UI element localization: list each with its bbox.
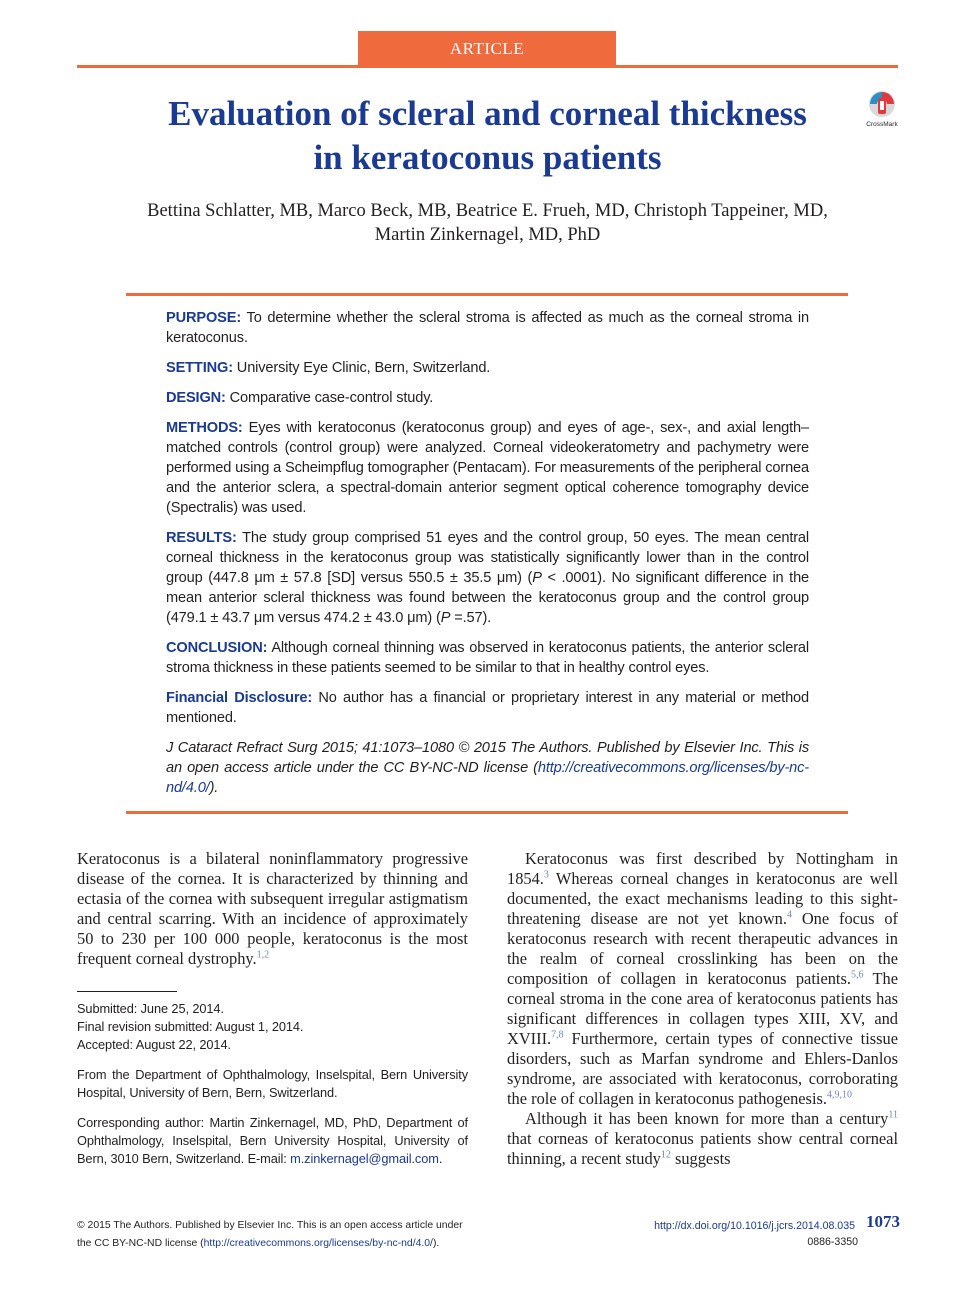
citation-text: J Cataract Refract Surg 2015; 41:1073–1080 © 2015 The Authors. Published by Elsevier Inc. This is an open access article under the CC BY-NC-ND license ( — [166, 740, 809, 776]
reference-link[interactable]: 5,6 — [850, 969, 864, 981]
corresponding-text: Corresponding author: Martin Zinkernagel, MD, PhD, Department of Ophthalmology, Inselspital, Bern University Hospital, University of Bern, 3010 Bern, Switzerland. E-mail: — [77, 1115, 468, 1166]
sentence: Keratoconus was first described by Nottingham in 1854. — [507, 849, 898, 888]
abstract-setting — [166, 358, 809, 378]
body-paragraph — [507, 1109, 898, 1169]
license-line — [77, 1235, 468, 1253]
results-text-c: =.57). — [450, 610, 492, 626]
sentence: that corneas of keratoconus patients show central corneal thinning, a recent study — [507, 1129, 898, 1168]
article-title — [80, 92, 895, 180]
affiliation — [77, 1066, 468, 1102]
sentence: suggests — [670, 1149, 731, 1168]
abstract-methods — [166, 418, 809, 518]
title-line-2: in keratoconus patients — [313, 138, 662, 177]
footer-license — [77, 1217, 468, 1253]
abstract-design — [166, 388, 809, 408]
abstract-bottom-rule — [126, 811, 848, 814]
corresponding-author — [77, 1114, 468, 1168]
methods-text: Eyes with keratoconus (keratoconus group) and eyes of age-, sex-, and axial length–matched controls (control group) were analyzed. Corneal videokeratometry and pachymetry were performed using a Scheimpflug tomographer (Pentacam). For measurements of the peripheral cornea and the anterior sclera, a spectral-domain anterior segment optical coherence tomography device (Spectralis) was used. — [166, 420, 809, 516]
reference-link[interactable]: 4 — [786, 909, 792, 921]
body-column-left — [77, 849, 468, 969]
crossmark-icon — [860, 89, 904, 129]
setting-label: SETTING: — [166, 360, 233, 376]
reference-link[interactable]: 3 — [543, 869, 549, 881]
footnote-rule — [77, 991, 177, 992]
citation-end: ). — [209, 780, 219, 796]
issn: 0886-3350 — [807, 1236, 858, 1248]
conclusion-text: Although corneal thinning was observed in keratoconus patients, the anterior scleral stroma thickness in these patients seemed to be similar to that in healthy control eyes. — [166, 640, 809, 676]
abstract — [166, 308, 809, 808]
abstract-disclosure — [166, 688, 809, 728]
body-paragraph — [507, 849, 898, 1109]
abstract-results — [166, 528, 809, 628]
crossmark-label: CrossMark — [866, 121, 898, 128]
revision-date: Final revision submitted: August 1, 2014. — [77, 1019, 304, 1034]
abstract-purpose — [166, 308, 809, 348]
conclusion-label: CONCLUSION: — [166, 640, 268, 656]
reference-link[interactable]: 11 — [888, 1109, 898, 1121]
corresponding-end: . — [438, 1151, 443, 1166]
doi-link[interactable]: http://dx.doi.org/10.1016/j.jcrs.2014.08.035 — [654, 1220, 855, 1232]
disclosure-text: No author has a financial or proprietary interest in any material or method mentioned. — [166, 690, 809, 726]
page-number: 1073 — [866, 1212, 900, 1231]
results-label: RESULTS: — [166, 530, 237, 546]
copyright-line: © 2015 The Authors. Published by Elsevier Inc. This is an open access article under — [77, 1220, 463, 1231]
author-list — [80, 199, 895, 247]
submitted-date: Submitted: June 25, 2014. — [77, 1001, 224, 1016]
reference-link[interactable]: 4,9,10 — [826, 1089, 852, 1101]
authors-line-1: Bettina Schlatter, MB, Marco Beck, MB, Beatrice E. Frueh, MD, Christoph Tappeiner, MD, — [147, 201, 828, 221]
email-link[interactable]: m.zinkernagel@gmail.com — [290, 1151, 439, 1166]
abstract-top-rule — [126, 293, 848, 296]
p-value-symbol: P — [532, 570, 542, 586]
purpose-label: PURPOSE: — [166, 310, 242, 326]
abstract-citation — [166, 738, 809, 798]
accepted-date: Accepted: August 22, 2014. — [77, 1037, 231, 1052]
crossmark-logo[interactable] — [860, 89, 904, 129]
purpose-text: To determine whether the scleral stroma is affected as much as the corneal stroma in keratoconus. — [166, 310, 809, 346]
license-link[interactable]: http://creativecommons.org/licenses/by-nc-nd/4.0/ — [166, 760, 809, 796]
design-label: DESIGN: — [166, 390, 226, 406]
sentence: The corneal stroma in the cone area of keratoconus patients has significant differences in collagen types XIII, XV, and XVIII. — [507, 969, 898, 1048]
header-rule — [77, 65, 898, 68]
sentence: Although it has been known for more than a century — [525, 1109, 889, 1128]
submission-dates — [77, 1000, 468, 1054]
sentence: Furthermore, certain types of connective tissue disorders, such as Marfan syndrome and Ehlers-Danlos syndrome, are associated with keratoconus, corroborating the role of collagen in keratoconus pathogenesis. — [507, 1029, 898, 1108]
paragraph-text: Keratoconus is a bilateral noninflammatory progressive disease of the cornea. It is characterized by thinning and ectasia of the cornea with subsequent irregular astigmatism and central scarring. With an incidence of approximately 50 to 230 per 100 000 people, keratoconus is the most frequent corneal dystrophy. — [77, 849, 468, 968]
reference-link[interactable]: 7,8 — [551, 1029, 564, 1041]
sentence: Whereas corneal changes in keratoconus are well documented, the exact mechanisms leading to this sight-threatening disease are not yet known. — [507, 869, 898, 928]
affiliation-text: From the Department of Ophthalmology, Inselspital, Bern University Hospital, University of Bern, Bern, Switzerland. — [77, 1067, 468, 1100]
reference-link[interactable]: 12 — [660, 1149, 671, 1161]
results-text-a: The study group comprised 51 eyes and the control group, 50 eyes. The mean central corneal thickness in the keratoconus group was statistically significantly lower than in the control group (447.8 μm ± 57.8 [SD] versus 550.5 ± 35.5 μm) ( — [166, 530, 809, 586]
abstract-conclusion — [166, 638, 809, 678]
methods-label: METHODS: — [166, 420, 243, 436]
reference-link[interactable]: 1,2 — [256, 949, 270, 961]
body-column-right — [507, 849, 898, 1169]
design-text: Comparative case-control study. — [225, 390, 434, 406]
title-line-1: Evaluation of scleral and corneal thickness — [168, 94, 807, 133]
authors-line-2: Martin Zinkernagel, MD, PhD — [374, 225, 601, 245]
license-text: the CC BY-NC-ND license ( — [77, 1238, 204, 1249]
sentence: One focus of keratoconus research with recent therapeutic advances in the realm of corneal crosslinking has been on the composition of collagen in keratoconus patients. — [507, 909, 898, 988]
license-end: ). — [432, 1238, 440, 1249]
body-paragraph — [77, 849, 468, 969]
article-type-tag: ARTICLE — [358, 31, 616, 65]
footer-license-link[interactable]: http://creativecommons.org/licenses/by-nc-nd/4.0/ — [203, 1238, 433, 1249]
setting-text: University Eye Clinic, Bern, Switzerland. — [232, 360, 491, 376]
disclosure-label: Financial Disclosure: — [166, 690, 313, 706]
results-text-b: < .0001). No significant difference in the mean anterior scleral thickness was found between the keratoconus group and the control group (479.1 ± 43.7 μm versus 474.2 ± 43.0 μm) ( — [166, 570, 809, 626]
p-value-symbol: P — [440, 610, 451, 626]
